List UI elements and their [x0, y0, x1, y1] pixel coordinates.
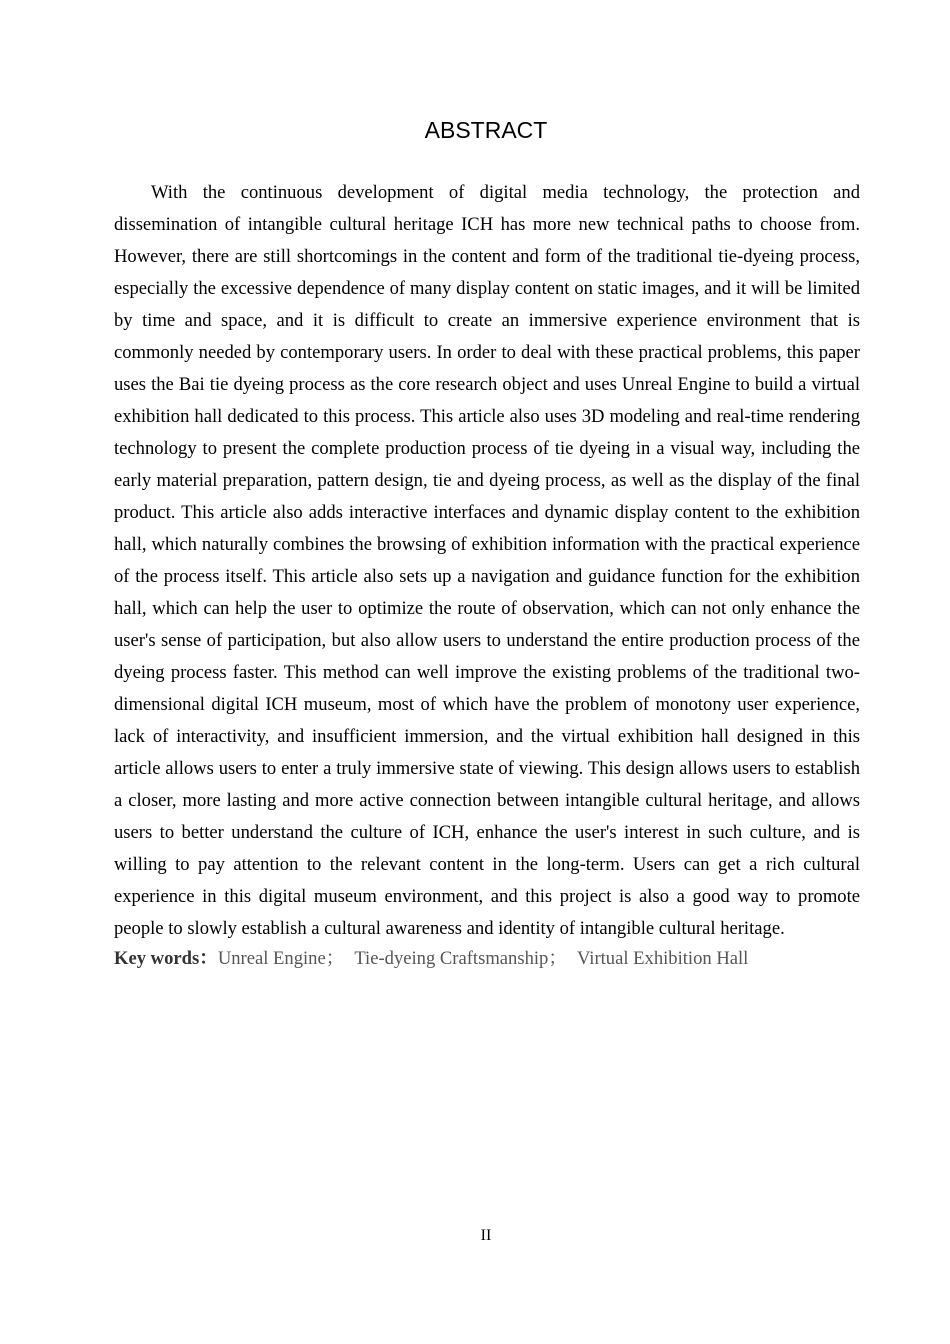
keyword-separator: ； — [548, 948, 567, 969]
keywords-line — [114, 943, 860, 975]
keyword-separator: ； — [325, 948, 345, 969]
abstract-title: ABSTRACT — [424, 117, 548, 143]
keyword-item: Virtual Exhibition Hall — [576, 948, 749, 969]
page-number: II — [480, 1227, 492, 1244]
keywords-label: Key words： — [114, 948, 218, 969]
keyword-item: Unreal Engine — [217, 948, 326, 969]
abstract-body: With the continuous development of digital media technology, the protection and dissemination of intangible cultural heritage ICH has more new technical paths to choose from. However, there are still shortcomings in the content and form of the traditional tie-dyeing process, especially the excessive dependence of many display content on static images, and it will be limited by time and space, and it is difficult to create an immersive experience environment that is commonly needed by contemporary users. In order to deal with these practical problems, this paper uses the Bai tie dyeing process as the core research object and uses Unreal Engine to build a virtual exhibition hall dedicated to this process. This article also uses 3D modeling and real-time rendering technology to present the complete production process of tie dyeing in a visual way, including the early material preparation, pattern design, tie and dyeing process, as well as the display of the final product. This article also adds interactive interfaces and dynamic display content to the exhibition hall, which naturally combines the browsing of exhibition information with the practical experience of the process itself. This article also sets up a navigation and guidance function for the exhibition hall, which can help the user to optimize the route of observation, which can not only enhance the user's sense of participation, but also allow users to understand the entire production process of the dyeing process faster. This method can well improve the existing problems of the traditional two-dimensional digital ICH museum, most of which have the problem of monotony user experience, lack of interactivity, and insufficient immersion, and the virtual exhibition hall designed in this article allows users to enter a truly immersive state of viewing. This design allows users to establish a closer, more lasting and more active connection between intangible cultural heritage, and allows users to better understand the culture of ICH, enhance the user's interest in such culture, and is willing to pay attention to the relevant content in the long-term. Users can get a rich cultural experience in this digital museum environment, and this project is also a good way to promote people to slowly establish a cultural awareness and identity of intangible cultural heritage. — [114, 182, 860, 939]
keyword-item: Tie-dyeing Craftsmanship — [354, 948, 549, 969]
